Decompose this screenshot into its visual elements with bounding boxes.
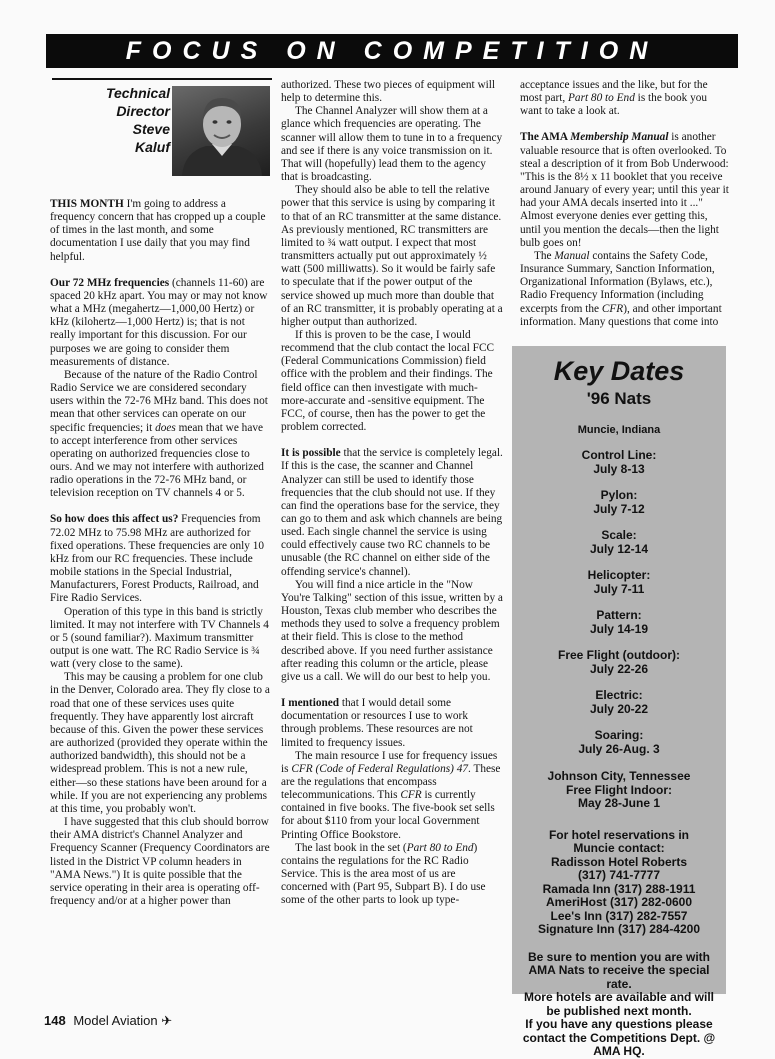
hotel-entry: Signature Inn (317) 284-4200 xyxy=(537,922,701,936)
event-item: Electric: July 20-22 xyxy=(589,688,649,716)
author-title-line1: Technical xyxy=(105,85,170,101)
paragraph: Our 72 MHz frequencies (channels 11-60) are spaced 20 kHz apart. You may or may not know what a MHz (megahertz—1,000,00 Hertz) or kHz (kilohertz—1,000 Hertz) is; that is not really important for this discussion. For our purposes we are going to consider them measurements of distance. xyxy=(50,276,268,368)
event-item: Helicopter: July 7-11 xyxy=(587,568,651,596)
page-number: 148 xyxy=(44,1013,66,1028)
column-3 xyxy=(520,79,730,329)
paragraph: The last book in the set (Part 80 to End) contains the regulations for the RC Radio Service. This is the area most of us are concerned with (Part 95, Subpart B). I do use some of the other parts to look up type- xyxy=(281,841,486,907)
event-item: Control Line: July 8-13 xyxy=(581,448,657,476)
paragraph: Operation of this type in this band is strictly limited. It may not interfere with TV Channels 4 or 5 (sound familiar?). Maximum transmitter output is one watt. The RC Radio Service is ¾ watt (very close to the same). xyxy=(50,605,269,671)
author-last-name: Kaluf xyxy=(135,139,170,155)
paragraph: It is possible that the service is completely legal. If this is the case, the scanner and Channel Analyzer can still be used to identify those frequencies that the club should not use. If they can find the operations base for the service, they can go to them and ask which channels are being used. Each single channel the service is using could effectively cause two RC channels to be unusable (the RC channel on either side of the offending service's channel). xyxy=(281,447,503,578)
author-first-name: Steve xyxy=(132,121,170,137)
key-dates-note: Be sure to mention you are with AMA Nats to receive the special rate. More hotels are available and will be published next month. If you have any questions please contact the Competitions Dept. @ AMA HQ. xyxy=(522,949,716,1058)
paragraph: THIS MONTH I'm going to address a frequency concern that has cropped up a couple of times in the last month, and some documentation I use daily that you may find helpful. xyxy=(50,198,266,263)
event-item: Soaring: July 26-Aug. 3 xyxy=(578,728,660,756)
author-photo xyxy=(172,86,270,176)
author-portrait-image xyxy=(172,86,270,176)
paragraph: This may be causing a problem for one club in the Denver, Colorado area. They fly close to a road that one of these services uses quite frequently. They have apparently lost aircraft because of this. Given the power these services are authorized (provided they operate within the authorized bandwidth), this should not be a widespread problem. This is not a new rule, either—so these stations have been around for a while. If you are not experiencing any problems at this time, you probably won't. xyxy=(50,671,270,815)
key-dates-sidebar xyxy=(512,346,726,1058)
indoor-event: Johnson City, Tennessee Free Flight Indoor: May 28-June 1 xyxy=(547,769,691,810)
paragraph: acceptance issues and the like, but for the most part, Part 80 to End is the book you want to take a look at. xyxy=(520,79,708,118)
author-title-line2: Director xyxy=(116,103,170,119)
hotel-list: For hotel reservations in Muncie contact: Radisson Hotel Roberts (317) 741-7777 Ramada Inn (317) 288-1911 AmeriHost (317) 282-0600 Lee's Inn (317) 282-7557 Signature Inn (317) 284-4200 xyxy=(512,829,726,937)
hotel-entry: AmeriHost (317) 282-0600 xyxy=(545,895,693,909)
key-dates-title: Key Dates xyxy=(553,356,685,386)
paragraph: I mentioned that I would detail some documentation or resources I use to work through problems. These resources are not limited to frequency issues. xyxy=(281,697,473,749)
paragraph: The Manual contains the Safety Code, Insurance Summary, Sanction Information, Organizational Information (Bylaws, etc.), Radio Frequency Information (including excerpts from the CFR), and other important information. Many questions that come into xyxy=(520,249,722,328)
hotel-entry: Ramada Inn (317) 288-1911 xyxy=(542,881,696,896)
paragraph: You will find a nice article in the "Now You're Talking" section of this issue, written by a Houston, Texas club member who describes the methods they used to solve a frequency problem at their field. This is close to the method described above. If you need further assistance after reading this column or the article, please give us a call. We will do our best to help you. xyxy=(281,578,503,683)
key-dates-subtitle: '96 Nats xyxy=(586,389,652,408)
hotel-entry: Lee's Inn (317) 282-7557 xyxy=(550,908,688,923)
paragraph: The Channel Analyzer will show them at a glance which frequencies are operating. The scanner will allow them to tune in to a frequency and see if there is any voice transmission on it. That will (hopefully) lead them to the agency that is broadcasting. xyxy=(281,105,503,184)
author-byline xyxy=(54,84,170,156)
paragraph: The AMA Membership Manual is another valuable resource that is often overlooked. To steal a description of it from Bob Underwood: "This is the 8½ x 11 booklet that you receive around January of every year; until this year it had your AMA decals inserted into it ..." Almost everyone denies ever getting this, until you mention the decals—then the light bulb goes on! xyxy=(520,131,729,249)
publication-name: Model Aviation xyxy=(73,1013,158,1028)
event-item: Scale: July 12-14 xyxy=(589,528,649,556)
event-item: Pylon: July 7-12 xyxy=(593,488,645,516)
section-banner: FOCUS ON COMPETITION xyxy=(46,34,738,68)
hotel-entry: (317) 741-7777 xyxy=(577,868,661,882)
paragraph: If this is proven to be the case, I would recommend that the club contact the local FCC (Federal Communications Commission) field office with the problem and their findings. The field office can then investigate with much-more-accurate and -sensitive equipment. The FCC, of course, then has the power to get the problem corrected. xyxy=(281,328,495,434)
event-item: Pattern: July 14-19 xyxy=(589,608,649,636)
paragraph: They should also be able to tell the relative power that this service is using by comparing it to that of an RC transmitter at the same distance. As previously mentioned, RC transmitters are limited to ¾ watt output. I expect that most transmitters actually put out approximately ½ watt (500 milliwatts). So it would be fairly safe to speculate that if the power output of the service showed up much more than double that of an RC transmitter, it is probably operating at a higher output than authorized. xyxy=(281,184,503,328)
page-footer xyxy=(44,1013,172,1029)
paragraph: authorized. These two pieces of equipment will help to determine this. xyxy=(281,79,496,105)
event-item: Free Flight (outdoor): July 22-26 xyxy=(558,648,680,676)
author-rule xyxy=(52,78,272,80)
column-2 xyxy=(281,79,503,908)
column-1 xyxy=(50,198,272,908)
airplane-icon: ✈ xyxy=(161,1013,173,1028)
paragraph: The main resource I use for frequency issues is CFR (Code of Federal Regulations) 47. These are the regulations that encompass telecommunications. This CFR is currently contained in five books. The five-book set sells for about $110 from your local Government Printing Office Bookstore. xyxy=(281,749,501,841)
paragraph: I have suggested that this club should borrow their AMA district's Channel Analyzer and Frequency Scanner (Frequency Coordinators are listed in the District VP column headers in "AMA News.") It is quite possible that the service operating in their area is operating off-frequency and/or at a higher power than xyxy=(50,816,270,907)
hotel-entry: Radisson Hotel Roberts xyxy=(550,854,688,869)
key-dates-city: Muncie, Indiana xyxy=(577,424,661,436)
paragraph: So how does this affect us? Frequencies from 72.02 MHz to 75.98 MHz are authorized for fixed operations. These frequencies are only 10 kHz from our RC frequencies. These include mobile stations in the Special Industrial, Manufacturers, Forest Products, Railroad, and Fire Radio Services. xyxy=(50,513,265,605)
paragraph: Because of the nature of the Radio Control Radio Service we are considered secondary users within the 72-76 MHz band. This does not mean that other services can operate on our specific frequencies; it does mean that we have to accept interference from other services operating on authorized frequencies close to ours. And we may not interfere with authorized radio operations in the 72-76 MHz band, or television reception on TV channels 4 or 5. xyxy=(50,368,268,500)
